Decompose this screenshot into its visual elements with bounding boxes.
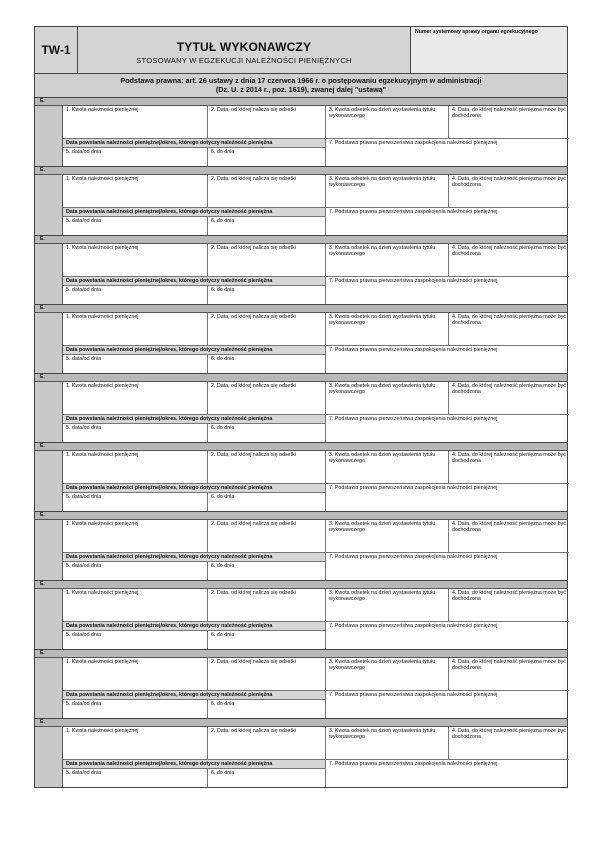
section-side-bar xyxy=(35,382,63,442)
date-from-label: 5. data/od dnia xyxy=(66,701,102,707)
origin-date-header xyxy=(63,415,326,424)
interest-start-date-field[interactable] xyxy=(208,313,326,346)
section-side-bar xyxy=(35,727,63,787)
priority-basis-label: 7. Podstawa prawna pierwszeństwa zaspokojenia należności pieniężnej xyxy=(329,623,498,629)
section-fields xyxy=(63,520,567,580)
date-to-label: 6. do dnia xyxy=(211,770,235,776)
debt-section xyxy=(34,650,568,719)
date-to-label: 6. do dnia xyxy=(211,494,235,500)
amount-field[interactable] xyxy=(63,658,208,691)
date-to-field[interactable] xyxy=(208,217,326,235)
form-subtitle: STOSOWANY W EGZEKUCJI NALEŻNOŚCI PIENIĘŻNYCH xyxy=(136,56,352,65)
interest-start-date-label: 2. Data, od której nalicza się odsetki xyxy=(211,452,296,458)
enforceable-until-label: 4. Data, do której należność pieniężna może być dochodzona xyxy=(452,383,566,396)
date-from-label: 5. data/od dnia xyxy=(66,356,102,362)
interest-start-date-label: 2. Data, od której nalicza się odsetki xyxy=(211,521,296,527)
date-from-field[interactable] xyxy=(63,355,208,373)
priority-basis-label: 7. Podstawa prawna pierwszeństwa zaspokojenia należności pieniężnej xyxy=(329,554,498,560)
enforceable-until-label: 4. Data, do której należność pieniężna może być dochodzona xyxy=(452,452,566,465)
date-from-field[interactable] xyxy=(63,562,208,580)
section-marker: E. xyxy=(35,719,567,727)
interest-amount-field[interactable] xyxy=(326,106,449,139)
section-marker: E. xyxy=(35,167,567,175)
origin-date-header xyxy=(63,277,326,286)
section-fields xyxy=(63,175,567,235)
amount-label: 1. Kwota należności pieniężnej xyxy=(66,659,139,665)
priority-basis-label: 7. Podstawa prawna pierwszeństwa zaspokojenia należności pieniężnej xyxy=(329,692,498,698)
priority-basis-field[interactable] xyxy=(326,553,569,580)
date-from-field[interactable] xyxy=(63,148,208,166)
date-to-label: 6. do dnia xyxy=(211,149,235,155)
section-fields xyxy=(63,313,567,373)
date-to-label: 6. do dnia xyxy=(211,563,235,569)
date-to-label: 6. do dnia xyxy=(211,701,235,707)
date-from-label: 5. data/od dnia xyxy=(66,770,102,776)
date-to-field[interactable] xyxy=(208,700,326,718)
interest-start-date-label: 2. Data, od której nalicza się odsetki xyxy=(211,245,296,251)
origin-date-header xyxy=(63,484,326,493)
interest-start-date-field[interactable] xyxy=(208,244,326,277)
interest-start-date-label: 2. Data, od której nalicza się odsetki xyxy=(211,728,296,734)
amount-field[interactable] xyxy=(63,106,208,139)
priority-basis-field[interactable] xyxy=(326,691,569,718)
priority-basis-label: 7. Podstawa prawna pierwszeństwa zaspokojenia należności pieniężnej xyxy=(329,416,498,422)
debt-section xyxy=(34,581,568,650)
origin-date-header xyxy=(63,208,326,217)
date-from-field[interactable] xyxy=(63,631,208,649)
section-side-bar xyxy=(35,658,63,718)
date-from-label: 5. data/od dnia xyxy=(66,287,102,293)
section-side-bar xyxy=(35,589,63,649)
amount-label: 1. Kwota należności pieniężnej xyxy=(66,176,139,182)
date-from-label: 5. data/od dnia xyxy=(66,425,102,431)
legal-basis-line1: Podstawa prawna: art. 26 ustawy z dnia 17 czerwca 1966 r. o postępowaniu egzekucyjnym w administracji xyxy=(120,76,482,85)
debt-section xyxy=(34,236,568,305)
section-marker: E. xyxy=(35,650,567,658)
interest-amount-field[interactable] xyxy=(326,313,449,346)
priority-basis-field[interactable] xyxy=(326,277,569,304)
date-to-field[interactable] xyxy=(208,424,326,442)
interest-amount-field[interactable] xyxy=(326,520,449,553)
enforceable-until-label: 4. Data, do której należność pieniężna może być dochodzona xyxy=(452,314,566,327)
date-to-label: 6. do dnia xyxy=(211,632,235,638)
origin-date-label: Data powstania należności pieniężnej/okres, którego dotyczy należność pieniężna xyxy=(66,209,273,215)
section-marker: E. xyxy=(35,581,567,589)
date-to-field[interactable] xyxy=(208,769,326,787)
origin-date-header xyxy=(63,553,326,562)
enforceable-until-field[interactable] xyxy=(449,106,569,139)
date-from-field[interactable] xyxy=(63,769,208,787)
interest-amount-label: 3. Kwota odsetek na dzień wystawienia tytułu wykonawczego xyxy=(329,314,436,327)
enforceable-until-field[interactable] xyxy=(449,313,569,346)
interest-amount-field[interactable] xyxy=(326,382,449,415)
interest-start-date-field[interactable] xyxy=(208,451,326,484)
interest-amount-label: 3. Kwota odsetek na dzień wystawienia tytułu wykonawczego xyxy=(329,590,436,603)
enforceable-until-field[interactable] xyxy=(449,727,569,760)
interest-amount-field[interactable] xyxy=(326,244,449,277)
interest-amount-field[interactable] xyxy=(326,727,449,760)
interest-start-date-field[interactable] xyxy=(208,106,326,139)
priority-basis-field[interactable] xyxy=(326,139,569,166)
interest-amount-label: 3. Kwota odsetek na dzień wystawienia tytułu wykonawczego xyxy=(329,107,436,120)
section-side-bar xyxy=(35,244,63,304)
form-title: TYTUŁ WYKONAWCZY xyxy=(176,40,312,54)
amount-field[interactable] xyxy=(63,244,208,277)
date-to-label: 6. do dnia xyxy=(211,287,235,293)
date-from-field[interactable] xyxy=(63,424,208,442)
date-to-field[interactable] xyxy=(208,148,326,166)
priority-basis-label: 7. Podstawa prawna pierwszeństwa zaspokojenia należności pieniężnej xyxy=(329,485,498,491)
origin-date-label: Data powstania należności pieniężnej/okres, którego dotyczy należność pieniężna xyxy=(66,554,273,560)
debt-section xyxy=(34,305,568,374)
interest-amount-field[interactable] xyxy=(326,589,449,622)
origin-date-label: Data powstania należności pieniężnej/okres, którego dotyczy należność pieniężna xyxy=(66,761,273,767)
interest-amount-field[interactable] xyxy=(326,658,449,691)
date-to-field[interactable] xyxy=(208,355,326,373)
form-title-block xyxy=(78,27,411,73)
enforceable-until-field[interactable] xyxy=(449,589,569,622)
interest-amount-field[interactable] xyxy=(326,451,449,484)
enforceable-until-label: 4. Data, do której należność pieniężna może być dochodzona xyxy=(452,245,566,258)
amount-label: 1. Kwota należności pieniężnej xyxy=(66,590,139,596)
date-from-field[interactable] xyxy=(63,700,208,718)
amount-field[interactable] xyxy=(63,451,208,484)
origin-date-header xyxy=(63,760,326,769)
enforceable-until-field[interactable] xyxy=(449,451,569,484)
date-to-label: 6. do dnia xyxy=(211,425,235,431)
section-side-bar xyxy=(35,175,63,235)
amount-field[interactable] xyxy=(63,520,208,553)
enforceable-until-label: 4. Data, do której należność pieniężna może być dochodzona xyxy=(452,521,566,534)
interest-start-date-label: 2. Data, od której nalicza się odsetki xyxy=(211,314,296,320)
section-fields xyxy=(63,658,567,718)
date-from-field[interactable] xyxy=(63,493,208,511)
amount-field[interactable] xyxy=(63,313,208,346)
amount-label: 1. Kwota należności pieniężnej xyxy=(66,383,139,389)
priority-basis-label: 7. Podstawa prawna pierwszeństwa zaspokojenia należności pieniężnej xyxy=(329,347,498,353)
enforceable-until-label: 4. Data, do której należność pieniężna może być dochodzona xyxy=(452,107,566,120)
date-to-field[interactable] xyxy=(208,562,326,580)
date-from-field[interactable] xyxy=(63,217,208,235)
section-fields xyxy=(63,589,567,649)
section-marker: E. xyxy=(35,236,567,244)
section-fields xyxy=(63,382,567,442)
origin-date-label: Data powstania należności pieniężnej/okres, którego dotyczy należność pieniężna xyxy=(66,623,273,629)
section-marker: E. xyxy=(35,98,567,106)
origin-date-label: Data powstania należności pieniężnej/okres, którego dotyczy należność pieniężna xyxy=(66,278,273,284)
origin-date-label: Data powstania należności pieniężnej/okres, którego dotyczy należność pieniężna xyxy=(66,692,273,698)
priority-basis-field[interactable] xyxy=(326,415,569,442)
interest-start-date-label: 2. Data, od której nalicza się odsetki xyxy=(211,590,296,596)
section-fields xyxy=(63,106,567,166)
enforceable-until-label: 4. Data, do której należność pieniężna może być dochodzona xyxy=(452,590,566,603)
date-from-label: 5. data/od dnia xyxy=(66,632,102,638)
form-header xyxy=(34,26,568,74)
interest-start-date-field[interactable] xyxy=(208,658,326,691)
priority-basis-field[interactable] xyxy=(326,484,569,511)
priority-basis-field[interactable] xyxy=(326,208,569,235)
interest-start-date-field[interactable] xyxy=(208,382,326,415)
section-side-bar xyxy=(35,313,63,373)
enforceable-until-label: 4. Data, do której należność pieniężna może być dochodzona xyxy=(452,659,566,672)
amount-field[interactable] xyxy=(63,727,208,760)
interest-start-date-label: 2. Data, od której nalicza się odsetki xyxy=(211,107,296,113)
interest-start-date-field[interactable] xyxy=(208,175,326,208)
priority-basis-label: 7. Podstawa prawna pierwszeństwa zaspokojenia należności pieniężnej xyxy=(329,761,498,767)
origin-date-label: Data powstania należności pieniężnej/okres, którego dotyczy należność pieniężna xyxy=(66,347,273,353)
legal-basis-line2: (Dz. U. z 2014 r., poz. 1619), zwanej dalej "ustawą" xyxy=(215,85,387,94)
enforceable-until-label: 4. Data, do której należność pieniężna może być dochodzona xyxy=(452,728,566,741)
date-from-label: 5. data/od dnia xyxy=(66,218,102,224)
enforcement-title-form xyxy=(34,26,568,788)
section-marker: E. xyxy=(35,512,567,520)
date-to-field[interactable] xyxy=(208,631,326,649)
priority-basis-field[interactable] xyxy=(326,622,569,649)
amount-label: 1. Kwota należności pieniężnej xyxy=(66,452,139,458)
date-from-label: 5. data/od dnia xyxy=(66,563,102,569)
debt-section xyxy=(34,374,568,443)
origin-date-label: Data powstania należności pieniężnej/okres, którego dotyczy należność pieniężna xyxy=(66,416,273,422)
priority-basis-label: 7. Podstawa prawna pierwszeństwa zaspokojenia należności pieniężnej xyxy=(329,278,498,284)
debt-section xyxy=(34,443,568,512)
origin-date-header xyxy=(63,139,326,148)
debt-section xyxy=(34,512,568,581)
date-to-field[interactable] xyxy=(208,493,326,511)
interest-amount-label: 3. Kwota odsetek na dzień wystawienia tytułu wykonawczego xyxy=(329,521,436,534)
priority-basis-label: 7. Podstawa prawna pierwszeństwa zaspokojenia należności pieniężnej xyxy=(329,140,498,146)
amount-field[interactable] xyxy=(63,589,208,622)
interest-start-date-label: 2. Data, od której nalicza się odsetki xyxy=(211,176,296,182)
enforceable-until-label: 4. Data, do której należność pieniężna może być dochodzona xyxy=(452,176,566,189)
interest-start-date-field[interactable] xyxy=(208,520,326,553)
interest-amount-label: 3. Kwota odsetek na dzień wystawienia tytułu wykonawczego xyxy=(329,176,436,189)
enforceable-until-field[interactable] xyxy=(449,520,569,553)
enforceable-until-field[interactable] xyxy=(449,382,569,415)
section-marker: E. xyxy=(35,305,567,313)
priority-basis-field[interactable] xyxy=(326,346,569,373)
date-to-label: 6. do dnia xyxy=(211,356,235,362)
date-from-field[interactable] xyxy=(63,286,208,304)
section-side-bar xyxy=(35,106,63,166)
form-code: TW-1 xyxy=(35,27,78,73)
enforceable-until-field[interactable] xyxy=(449,658,569,691)
date-from-label: 5. data/od dnia xyxy=(66,149,102,155)
interest-amount-field[interactable] xyxy=(326,175,449,208)
origin-date-header xyxy=(63,622,326,631)
interest-start-date-field[interactable] xyxy=(208,727,326,760)
section-marker: E. xyxy=(35,443,567,451)
origin-date-header xyxy=(63,346,326,355)
section-fields xyxy=(63,727,567,787)
interest-amount-label: 3. Kwota odsetek na dzień wystawienia tytułu wykonawczego xyxy=(329,452,436,465)
priority-basis-field[interactable] xyxy=(326,760,569,787)
debt-sections xyxy=(34,98,568,788)
interest-amount-label: 3. Kwota odsetek na dzień wystawienia tytułu wykonawczego xyxy=(329,728,436,741)
enforceable-until-field[interactable] xyxy=(449,244,569,277)
enforceable-until-field[interactable] xyxy=(449,175,569,208)
priority-basis-label: 7. Podstawa prawna pierwszeństwa zaspokojenia należności pieniężnej xyxy=(329,209,498,215)
origin-date-label: Data powstania należności pieniężnej/okres, którego dotyczy należność pieniężna xyxy=(66,140,273,146)
date-from-label: 5. data/od dnia xyxy=(66,494,102,500)
section-side-bar xyxy=(35,451,63,511)
section-side-bar xyxy=(35,520,63,580)
date-to-field[interactable] xyxy=(208,286,326,304)
amount-label: 1. Kwota należności pieniężnej xyxy=(66,521,139,527)
date-to-label: 6. do dnia xyxy=(211,218,235,224)
system-number-label: Numer systemowy sprawy organu egzekucyjnego xyxy=(415,29,538,35)
interest-start-date-label: 2. Data, od której nalicza się odsetki xyxy=(211,383,296,389)
interest-amount-label: 3. Kwota odsetek na dzień wystawienia tytułu wykonawczego xyxy=(329,659,436,672)
amount-label: 1. Kwota należności pieniężnej xyxy=(66,107,139,113)
section-marker: E. xyxy=(35,374,567,382)
legal-basis xyxy=(34,74,568,98)
origin-date-header xyxy=(63,691,326,700)
amount-field[interactable] xyxy=(63,382,208,415)
section-fields xyxy=(63,244,567,304)
debt-section xyxy=(34,98,568,167)
amount-field[interactable] xyxy=(63,175,208,208)
section-fields xyxy=(63,451,567,511)
origin-date-label: Data powstania należności pieniężnej/okres, którego dotyczy należność pieniężna xyxy=(66,485,273,491)
amount-label: 1. Kwota należności pieniężnej xyxy=(66,728,139,734)
amount-label: 1. Kwota należności pieniężnej xyxy=(66,314,139,320)
interest-amount-label: 3. Kwota odsetek na dzień wystawienia tytułu wykonawczego xyxy=(329,383,436,396)
amount-label: 1. Kwota należności pieniężnej xyxy=(66,245,139,251)
interest-start-date-field[interactable] xyxy=(208,589,326,622)
interest-start-date-label: 2. Data, od której nalicza się odsetki xyxy=(211,659,296,665)
interest-amount-label: 3. Kwota odsetek na dzień wystawienia tytułu wykonawczego xyxy=(329,245,436,258)
debt-section xyxy=(34,167,568,236)
debt-section xyxy=(34,719,568,788)
system-number-field[interactable] xyxy=(411,27,567,73)
